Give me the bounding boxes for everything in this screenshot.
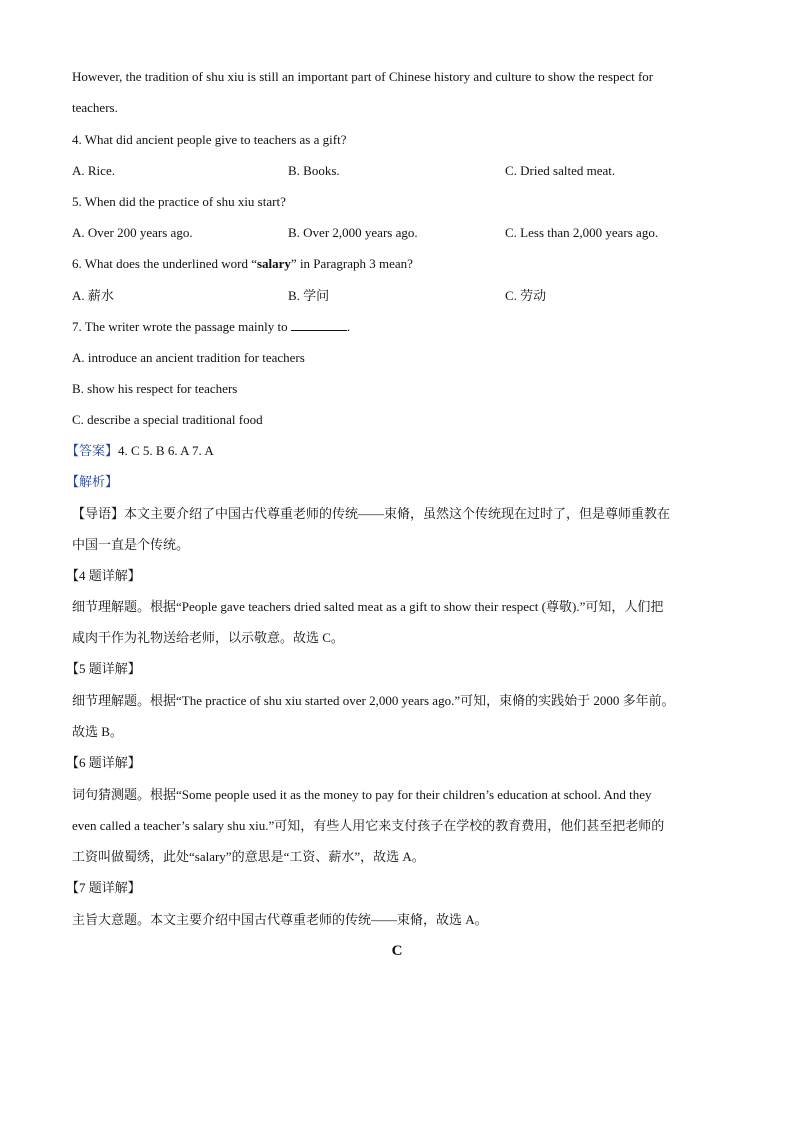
- detail-6-line: even called a teacher’s salary shu xiu.”可知，有些人用它来支付孩子在学校的教育费用，他们甚至把老师的: [72, 818, 665, 833]
- guide-text: 本文主要介绍了中国古代尊重老师的传统——束脩，虽然这个传统现在过时了，但是尊师重教在: [124, 506, 671, 521]
- question-5-option-a: A. Over 200 years ago.: [72, 225, 193, 240]
- underlined-word: salary: [256, 256, 291, 271]
- question-7-stem-text: 7. The writer wrote the passage mainly to: [72, 319, 288, 334]
- detail-6-line: 词句猜测题。根据“Some people used it as the money to pay for their children’s education at school. And they: [72, 787, 652, 802]
- question-6-stem: [72, 256, 413, 272]
- passage-line: However, the tradition of shu xiu is still an important part of Chinese history and culture to show the respect for: [72, 69, 654, 84]
- question-4-option-c: C. Dried salted meat.: [505, 163, 616, 178]
- question-4-option-a: A. Rice.: [72, 163, 115, 178]
- question-7-option-a: A. introduce an ancient tradition for teachers: [72, 350, 305, 365]
- detail-4-label: 【4 题详解】: [66, 568, 141, 583]
- answer-label: 【答案】: [66, 443, 119, 458]
- question-5-option-c: C. Less than 2,000 years ago.: [505, 225, 659, 240]
- question-7-option-b: B. show his respect for teachers: [72, 381, 238, 396]
- answer-line: [66, 443, 214, 459]
- answer-blank: [291, 319, 347, 331]
- guide-line: [72, 506, 670, 522]
- guide-label: 【导语】: [72, 506, 125, 521]
- question-6-stem-after: ” in Paragraph 3 mean?: [290, 256, 413, 271]
- analysis-label: 【解析】: [66, 474, 119, 489]
- guide-line: 中国一直是个传统。: [72, 537, 190, 552]
- answer-text: 4. C 5. B 6. A 7. A: [118, 443, 214, 458]
- question-6-stem-before: 6. What does the underlined word “: [72, 256, 257, 271]
- detail-4-line: 细节理解题。根据“People gave teachers dried salted meat as a gift to show their respect (尊敬).”可知，人们把: [72, 599, 664, 614]
- detail-6-line: 工资叫做蜀绣，此处“salary”的意思是“工资、薪水”，故选 A。: [72, 849, 425, 864]
- question-5-stem: 5. When did the practice of shu xiu start?: [72, 194, 286, 209]
- question-4-option-b: B. Books.: [288, 163, 340, 178]
- detail-5-line: 故选 B。: [72, 724, 123, 739]
- detail-6-label: 【6 题详解】: [66, 755, 141, 770]
- detail-5-line: 细节理解题。根据“The practice of shu xiu started over 2,000 years ago.”可知，束脩的实践始于 2000 多年前。: [72, 693, 675, 708]
- question-7-option-c: C. describe a special traditional food: [72, 412, 263, 427]
- question-7-stem-end: .: [346, 319, 351, 334]
- question-6-option-b: B. 学问: [288, 288, 330, 303]
- detail-4-line: 咸肉干作为礼物送给老师，以示敬意。故选 C。: [72, 630, 344, 645]
- section-heading: C: [391, 943, 403, 959]
- question-6-option-c: C. 劳动: [505, 288, 547, 303]
- detail-7-label: 【7 题详解】: [66, 880, 141, 895]
- detail-7-line: 主旨大意题。本文主要介绍中国古代尊重老师的传统——束脩，故选 A。: [72, 912, 488, 927]
- question-4-stem: 4. What did ancient people give to teachers as a gift?: [72, 132, 347, 147]
- question-5-option-b: B. Over 2,000 years ago.: [288, 225, 418, 240]
- question-6-option-a: A. 薪水: [72, 288, 114, 303]
- passage-line: teachers.: [72, 100, 118, 115]
- detail-5-label: 【5 题详解】: [66, 661, 141, 676]
- question-7-stem: [72, 319, 350, 335]
